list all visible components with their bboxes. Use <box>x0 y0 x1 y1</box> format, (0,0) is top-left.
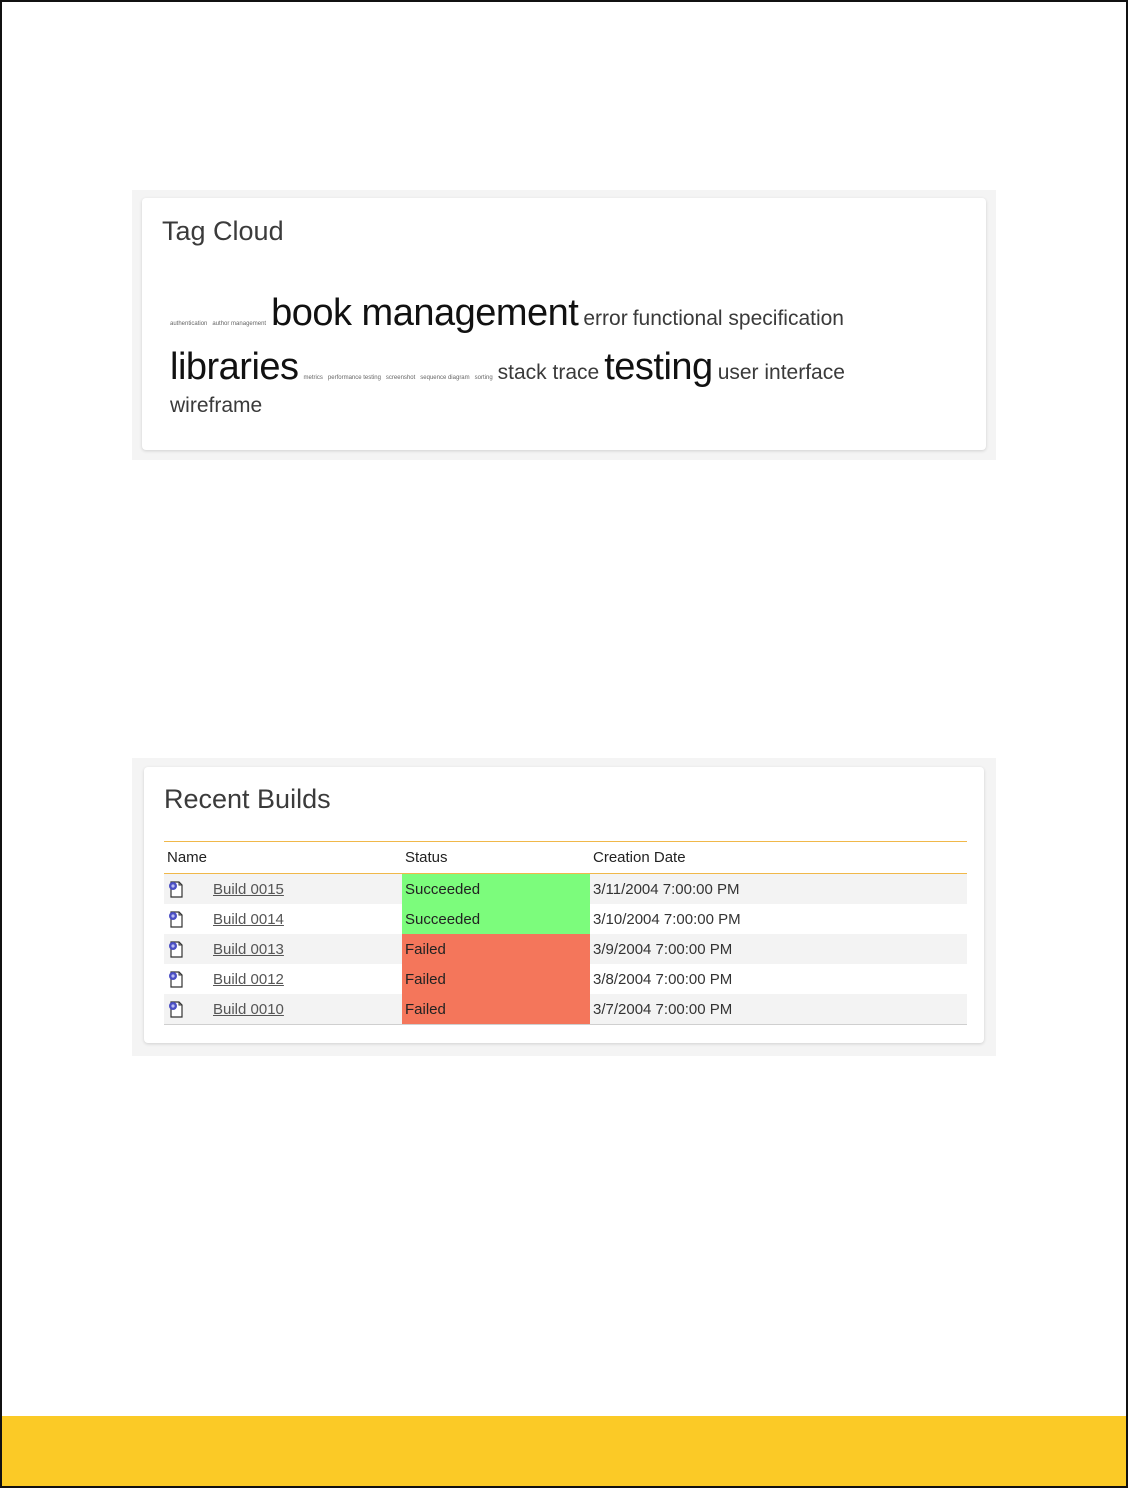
tag-author-management[interactable]: author management <box>212 321 267 327</box>
column-header-creation-date[interactable]: Creation Date <box>590 842 967 874</box>
build-date-cell: 3/9/2004 7:00:00 PM <box>590 934 967 964</box>
build-link[interactable]: Build 0013 <box>213 940 284 958</box>
table-row <box>164 874 967 905</box>
build-date-cell: 3/10/2004 7:00:00 PM <box>593 910 741 928</box>
footer-bar <box>0 1416 1128 1488</box>
tag-book-management[interactable]: book management <box>271 292 579 334</box>
tag-cloud-widget <box>132 190 996 460</box>
tag-cloud-line <box>170 394 262 418</box>
build-name-cell <box>164 874 402 905</box>
recent-builds-card <box>144 767 984 1043</box>
build-status-cell: Succeeded <box>402 874 590 905</box>
recent-builds-widget <box>132 758 996 1056</box>
build-date-cell: 3/8/2004 7:00:00 PM <box>593 970 733 988</box>
tag-cloud-line <box>170 346 845 389</box>
build-link[interactable]: Build 0010 <box>213 1000 284 1018</box>
build-document-icon <box>167 940 185 958</box>
build-name-wrap <box>167 910 399 928</box>
tag-metrics[interactable]: metrics <box>303 375 323 381</box>
tag-functional-specification[interactable]: functional specification <box>632 307 844 330</box>
build-name-wrap <box>167 940 399 958</box>
column-header-name[interactable]: Name <box>164 842 402 874</box>
build-name-wrap <box>167 970 399 988</box>
tag-screenshot[interactable]: screenshot <box>385 375 416 381</box>
builds-table-header <box>164 842 967 874</box>
table-row <box>164 904 967 934</box>
build-status-cell: Failed <box>402 994 590 1025</box>
tag-cloud-card <box>142 198 986 450</box>
build-name-cell <box>164 964 402 994</box>
recent-builds-title: Recent Builds <box>164 784 331 814</box>
tag-user-interface[interactable]: user interface <box>717 361 845 384</box>
tag-error[interactable]: error <box>583 307 628 330</box>
build-name-cell <box>164 904 402 934</box>
tag-libraries[interactable]: libraries <box>170 346 299 388</box>
tag-cloud-line <box>170 292 844 335</box>
builds-table <box>164 841 967 1025</box>
tag-authentication[interactable]: authentication <box>170 321 208 327</box>
build-status-cell: Failed <box>402 964 590 994</box>
tag-sorting[interactable]: sorting <box>474 375 493 381</box>
column-header-status[interactable]: Status <box>402 842 590 874</box>
build-name-wrap <box>167 1000 399 1018</box>
build-status-cell: Succeeded <box>402 904 590 934</box>
build-document-icon <box>167 910 185 928</box>
build-document-icon <box>167 1000 185 1018</box>
tag-stack-trace[interactable]: stack trace <box>497 361 600 384</box>
build-date-cell: 3/7/2004 7:00:00 PM <box>590 994 967 1025</box>
table-row <box>164 994 967 1025</box>
tag-wireframe[interactable]: wireframe <box>170 394 263 417</box>
build-date-cell: 3/11/2004 7:00:00 PM <box>590 874 967 905</box>
table-row <box>164 934 967 964</box>
tag-testing[interactable]: testing <box>604 346 713 388</box>
build-link[interactable]: Build 0012 <box>213 970 284 988</box>
build-document-icon <box>167 970 185 988</box>
build-link[interactable]: Build 0014 <box>213 910 284 928</box>
table-row <box>164 964 967 994</box>
tag-sequence-diagram[interactable]: sequence diagram <box>420 375 470 381</box>
tag-performance-testing[interactable]: performance testing <box>327 375 381 381</box>
build-link[interactable]: Build 0015 <box>213 880 284 898</box>
tag-cloud-title: Tag Cloud <box>162 216 284 246</box>
build-name-wrap <box>167 880 399 898</box>
build-name-cell <box>164 934 402 964</box>
build-name-cell <box>164 994 402 1025</box>
build-document-icon <box>167 880 185 898</box>
build-status-cell: Failed <box>402 934 590 964</box>
